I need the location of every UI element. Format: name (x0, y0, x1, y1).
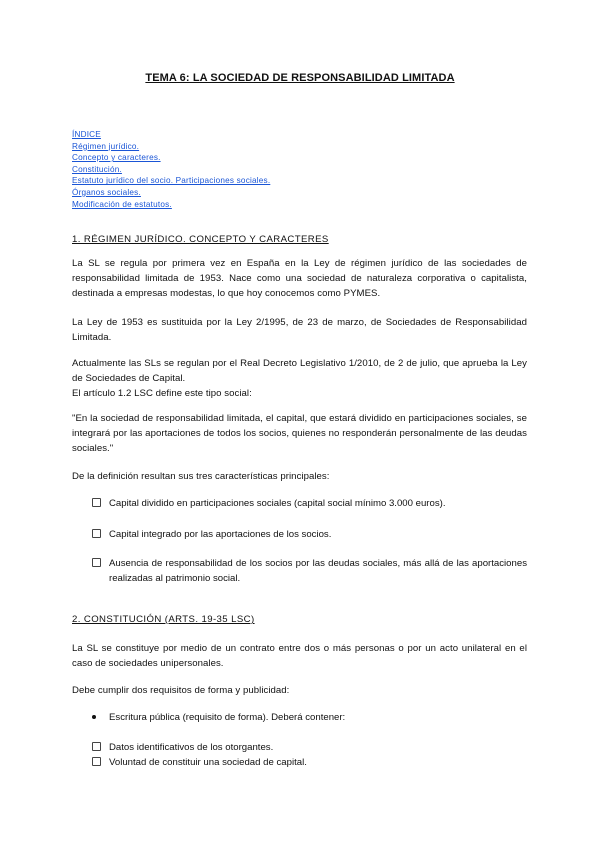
toc-link-organos-sociales[interactable]: Órganos sociales. (72, 187, 141, 197)
checkbox-icon[interactable] (92, 742, 101, 751)
section-2-heading: 2. CONSTITUCIÓN (ARTS. 19-35 LSC) (72, 614, 255, 625)
checkbox-icon[interactable] (92, 498, 101, 507)
toc-link-estatuto-socio[interactable]: Estatuto jurídico del socio. Participaciones sociales. (72, 176, 271, 186)
checkbox-icon[interactable] (92, 529, 101, 538)
toc-link-indice[interactable]: ÍNDICE (72, 130, 101, 139)
toc-link-regimen-juridico[interactable]: Régimen jurídico. (72, 141, 140, 151)
section-2-paragraph-1: La SL se constituye por medio de un contrato entre dos o más personas o por un acto unilateral en el caso de sociedades unipersonales. (72, 643, 527, 669)
checklist-text: Datos identificativos de los otorgantes. (109, 742, 274, 753)
characteristic-item (92, 527, 527, 542)
section-1-paragraph-3-definition-intro: El artículo 1.2 LSC define este tipo social: (72, 388, 252, 399)
characteristic-text: Capital dividido en participaciones sociales (capital social mínimo 3.000 euros). (109, 498, 446, 509)
document-title: TEMA 6: LA SOCIEDAD DE RESPONSABILIDAD LIMITADA (145, 72, 455, 84)
checkbox-icon[interactable] (92, 757, 101, 766)
requirement-bullet-item (92, 710, 345, 725)
section-1-paragraph-3-text: Actualmente las SLs se regulan por el Real Decreto Legislativo 1/2010, de 2 de julio, que aprueba la Ley de Sociedades de Capital. (72, 358, 527, 384)
checklist-item (92, 755, 527, 770)
characteristic-text: Ausencia de responsabilidad de los socios por las deudas sociales, más allá de las aportaciones realizadas al patrimonio social. (109, 558, 527, 584)
toc-link-modificacion-estatutos[interactable]: Modificación de estatutos. (72, 199, 172, 209)
table-of-contents (72, 129, 270, 210)
checkbox-icon[interactable] (92, 558, 101, 567)
section-1-heading: 1. RÉGIMEN JURÍDICO. CONCEPTO Y CARACTERES (72, 234, 329, 245)
characteristics-intro: De la definición resultan sus tres características principales: (72, 471, 330, 482)
section-1-quote: "En la sociedad de responsabilidad limitada, el capital, que estará dividido en participaciones sociales, se integrará por las aportaciones de todos los socios, quienes no responderán personalmente de las deudas sociales." (72, 413, 527, 454)
requirement-text: Escritura pública (requisito de forma). Deberá contener: (109, 712, 346, 723)
section-1-paragraph-1: La SL se regula por primera vez en España en la Ley de régimen jurídico de las sociedades de responsabilidad limitada de 1953. Nace como una sociedad de naturaleza corporativa o capitalista, destinada a empresas modestas, lo que hoy conocemos como PYMES. (72, 258, 527, 299)
toc-link-constitucion[interactable]: Constitución. (72, 164, 122, 174)
characteristic-text: Capital integrado por las aportaciones de los socios. (109, 529, 332, 540)
checklist-text: Voluntad de constituir una sociedad de capital. (109, 757, 307, 768)
section-1-paragraph-2: La Ley de 1953 es sustituida por la Ley 2/1995, de 23 de marzo, de Sociedades de Responsabilidad Limitada. (72, 317, 527, 343)
characteristic-item (92, 556, 527, 586)
checklist-item (92, 740, 527, 755)
bullet-icon (92, 715, 96, 719)
characteristic-item (92, 496, 527, 511)
section-2-paragraph-2: Debe cumplir dos requisitos de forma y publicidad: (72, 685, 290, 696)
toc-link-concepto-caracteres[interactable]: Concepto y caracteres. (72, 153, 161, 163)
section-1-paragraph-3 (72, 356, 527, 401)
